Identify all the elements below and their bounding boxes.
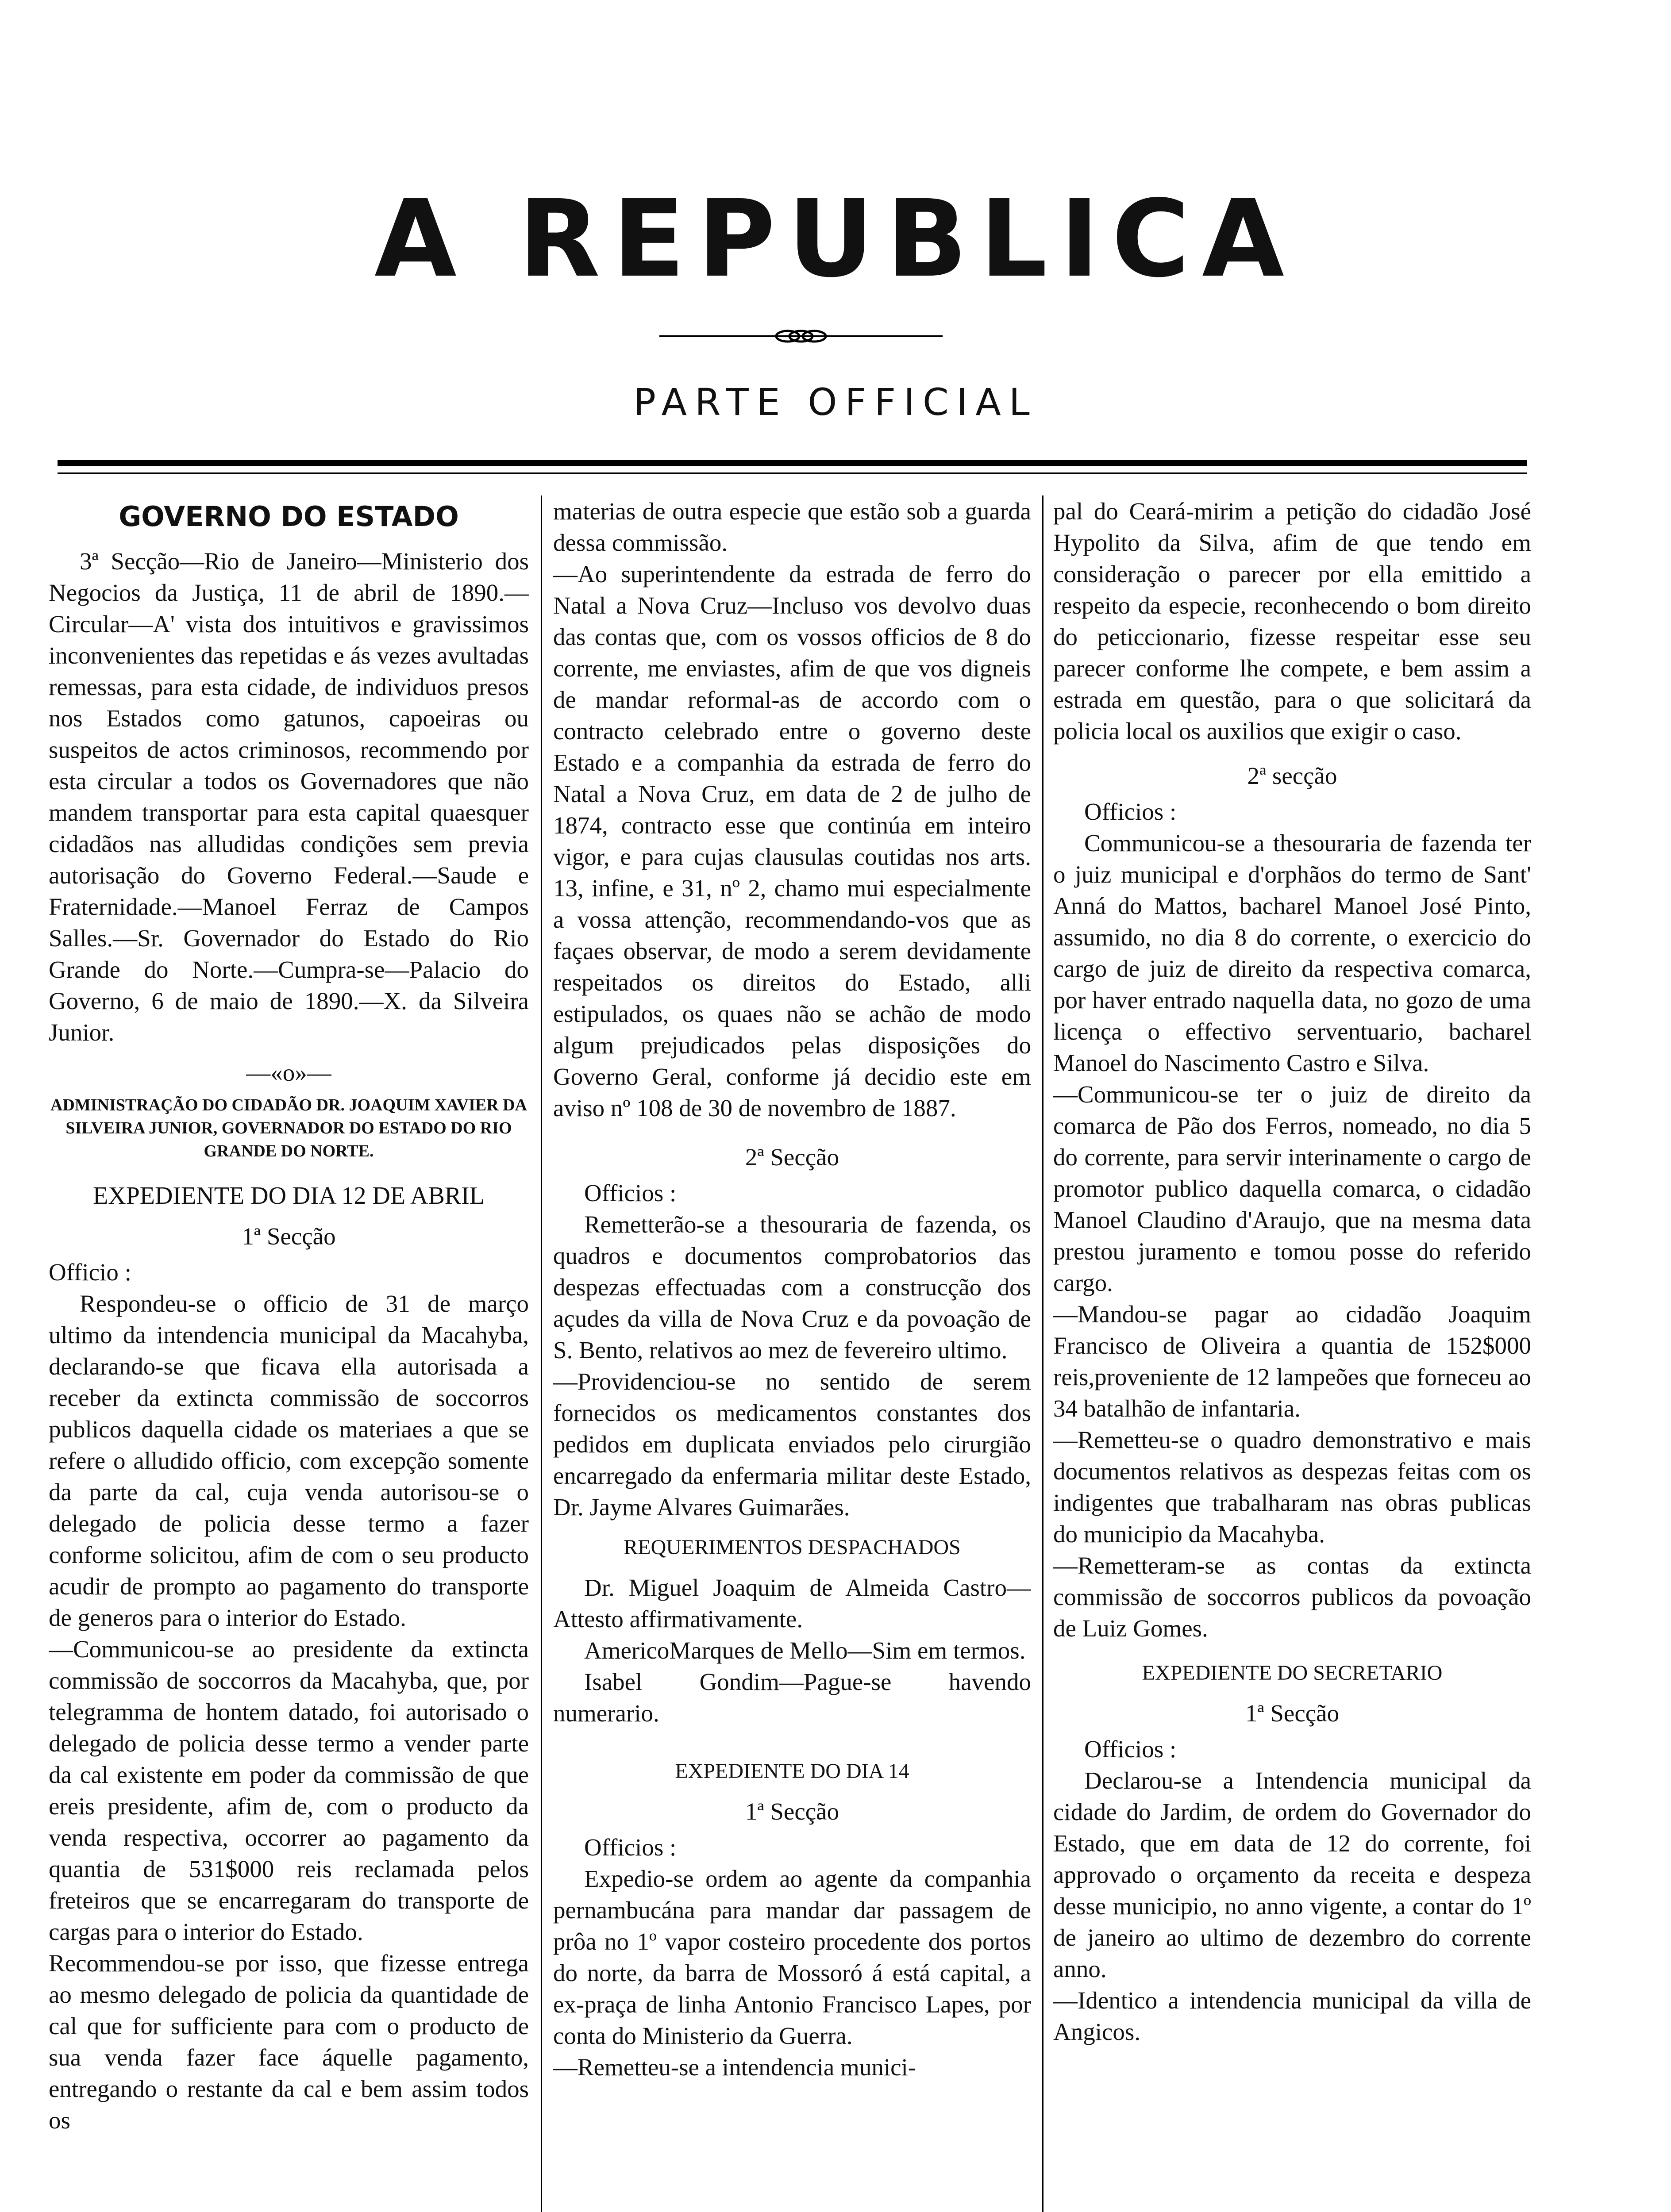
officios-label: Officios :	[584, 1179, 677, 1206]
paragraph: materias de outra especie que estão sob a guarda dessa commissão.	[553, 498, 1031, 556]
seccao-heading: 2ª secção	[1247, 762, 1337, 789]
column-heading: GOVERNO DO ESTADO	[119, 500, 459, 533]
requerimento-item: Dr. Miguel Joaquim de Almeida Castro—Attesto affirmativamente.	[553, 1574, 1031, 1632]
seccao-heading: 1ª Secção	[745, 1798, 839, 1825]
requerimento-item: AmericoMarques de Mello—Sim em termos.	[584, 1637, 1026, 1664]
seccao-heading: 1ª Secção	[242, 1223, 336, 1250]
seccao-heading: 2ª Secção	[745, 1144, 839, 1171]
column-divider	[1042, 495, 1043, 2212]
circular-text: 3ª Secção—Rio de Janeiro—Ministerio dos Negocios da Justiça, 11 de abril de 1890.—Circular—A' vista dos intuitivos e gravissimos inconvenientes das repetidas e ás vezes avultadas remessas, para esta cidade, de individuos presos nos Estados como gatunos, capoeiras ou suspeitos de actos criminosos, recommendo por esta circular a todos os Governadores que não mandem transportar para esta capital quaesquer cidadãos nas alludidas condições sem previa autorisação do Governo Federal.—Saude e Fraternidade.—Manoel Ferraz de Campos Salles.—Sr. Governador do Estado do Rio Grande do Norte.—Cumpra-se—Palacio do Governo, 6 de maio de 1890.—X. da Silveira Junior.	[49, 548, 529, 1046]
paragraph: Communicou-se a thesouraria de fazenda ter o juiz municipal e d'orphãos do termo de Sant' Anná do Mattos, bacharel Manoel José Pinto, assumido, no dia 8 do corrente, o exercicio do cargo de juiz de direito da respectiva comarca, por haver entrado naquella data, no gozo de uma licença o effectivo serventuario, bacharel Manoel do Nascimento Castro e Silva.	[1053, 830, 1531, 1076]
expediente-heading: EXPEDIENTE DO SECRETARIO	[1142, 1661, 1443, 1685]
column-3	[1053, 495, 1531, 2212]
ornament-divider	[659, 327, 943, 345]
administration-heading: ADMINISTRAÇÃO DO CIDADÃO DR. JOAQUIM XAVIER DA SILVEIRA JUNIOR, GOVERNADOR DO ESTADO DO RIO GRANDE DO NORTE.	[50, 1096, 527, 1160]
ornament-text: —«o»—	[246, 1059, 331, 1086]
expediente-heading: EXPEDIENTE DO DIA 12 DE ABRIL	[92, 1182, 485, 1210]
paragraph: —Providenciou-se no sentido de serem fornecidos os medicamentos constantes dos pedidos em duplicata enviados pelo cirurgião encarregado da enfermaria militar deste Estado, Dr. Jayme Alvares Guimarães.	[553, 1368, 1031, 1521]
header-rule-thin	[58, 472, 1527, 474]
column-divider	[541, 495, 542, 2212]
newspaper-masthead: A REPUBLICA	[374, 177, 1297, 301]
paragraph: —Remetteu-se a intendencia munici-	[553, 2054, 916, 2081]
paragraph: —Communicou-se ao presidente da extincta commissão de soccorros da Macahyba, que, por telegramma de hontem datado, foi autorisado o delegado de policia desse termo a vender parte da cal existente em poder da commissão de que ereis presidente, afim de, com o producto da venda respectiva, occorrer ao pagamento da quantia de 531$000 reis reclamada pelos freteiros que se encarregaram do transporte de cargas para o interior do Estado.	[49, 1636, 529, 1945]
officios-label: Officios :	[584, 1834, 677, 1861]
column-2	[553, 495, 1031, 2212]
paragraph: —Mandou-se pagar ao cidadão Joaquim Francisco de Oliveira a quantia de 152$000 reis,proveniente de 12 lampeões que forneceu ao 34 batalhão de infantaria.	[1053, 1301, 1531, 1422]
paragraph: —Remetteu-se o quadro demonstrativo e mais documentos relativos as despezas feitas com os indigentes que trabalharam nas obras publicas do municipio da Macahyba.	[1053, 1426, 1531, 1548]
column-1	[49, 495, 529, 2212]
seccao-heading: 1ª Secção	[1245, 1700, 1340, 1727]
expediente-heading: EXPEDIENTE DO DIA 14	[675, 1759, 909, 1783]
officios-label: Officios :	[1084, 1736, 1177, 1763]
paragraph: Remetterão-se a thesouraria de fazenda, os quadros e documentos comprobatorios das despezas effectuadas com a construcção dos açudes da villa de Nova Cruz e da povoação de S. Bento, relativos ao mez de fevereiro ultimo.	[553, 1211, 1031, 1363]
requerimentos-heading: REQUERIMENTOS DESPACHADOS	[624, 1536, 961, 1559]
officio-label: Officio :	[49, 1259, 131, 1286]
paragraph: pal do Ceará-mirim a petição do cidadão José Hypolito da Silva, afim de que tendo em consideração o parecer por ella emittido a respeito da especie, reconhecendo o bom direito do peticcionario, fizesse respeitar esse seu parecer conforme lhe compete, e bem assim a estrada em questão, para o que solicitará da policia local os auxilios que exigir o caso.	[1053, 498, 1531, 745]
paragraph: Declarou-se a Intendencia municipal da cidade do Jardim, de ordem do Governador do Estado, que em data de 12 do corrente, foi approvado o orçamento da receita e despeza desse municipio, no anno vigente, a contar do 1º de janeiro ao ultimo de dezembro do corrente anno.	[1053, 1767, 1531, 1982]
section-title: PARTE OFFICIAL	[633, 380, 1038, 424]
ornament-icon	[659, 327, 943, 345]
paragraph: —Communicou-se ter o juiz de direito da comarca de Pão dos Ferros, nomeado, no dia 5 do corrente, para servir interinamente o cargo de promotor publico daquella comarca, o cidadão Manoel Claudino d'Araujo, que na mesma data prestou juramento e tomou posse do referido cargo.	[1053, 1081, 1531, 1296]
paragraph: Expedio-se ordem ao agente da companhia pernambucána para mandar dar passagem de prôa no 1º vapor costeiro procedente dos portos do norte, da barra de Mossoró á está capital, a ex-praça de linha Antonio Francisco Lapes, por conta do Ministerio da Guerra.	[553, 1865, 1031, 2049]
paragraph: —Remetteram-se as contas da extincta commissão de soccorros publicos da povoação de Luiz Gomes.	[1053, 1552, 1531, 1642]
header-rule	[58, 460, 1527, 466]
paragraph: Recommendou-se por isso, que fizesse entrega ao mesmo delegado de policia da quantidade de cal que for sufficiente para com o producto de sua venda fazer face áquelle pagamento, entregando o restante da cal e bem assim todos os	[49, 1950, 529, 2134]
officios-label: Officios :	[1084, 798, 1177, 825]
paragraph: —Identico a intendencia municipal da villa de Angicos.	[1053, 1987, 1531, 2045]
requerimento-item: Isabel Gondim—Pague-se havendo numerario.	[553, 1668, 1031, 1727]
paragraph: —Ao superintendente da estrada de ferro do Natal a Nova Cruz—Incluso vos devolvo duas das contas que, com os vossos officios de 8 do corrente, me enviastes, afim de que vos digneis de mandar reformal-as de accordo com o contracto celebrado entre o governo deste Estado e a companhia da estrada de ferro do Natal a Nova Cruz, em data de 2 de julho de 1874, contracto esse que continúa em inteiro vigor, e para cujas clausulas coutidas nos arts. 13, infine, e 31, nº 2, chamo mui especialmente a vossa attenção, recommendando-vos que as façaes observar, de modo a serem devidamente respeitados os direitos do Estado, alli estipulados, os quaes não se achão de modo algum prejudicados pelas disposições do Governo Geral, conforme já decidio este em aviso nº 108 de 30 de novembro de 1887.	[553, 561, 1031, 1121]
paragraph: Respondeu-se o officio de 31 de março ultimo da intendencia municipal da Macahyba, declarando-se que ficava ella autorisada a receber da extincta commissão de soccorros publicos daquella cidade os materiaes a que se refere o alludido officio, com excepção somente da parte da cal, cuja venda autorisou-se o delegado de policia desse termo a fazer conforme solicitou, afim de com o seu producto acudir de prompto ao pagamento do transporte de generos para o interior do Estado.	[49, 1290, 529, 1631]
